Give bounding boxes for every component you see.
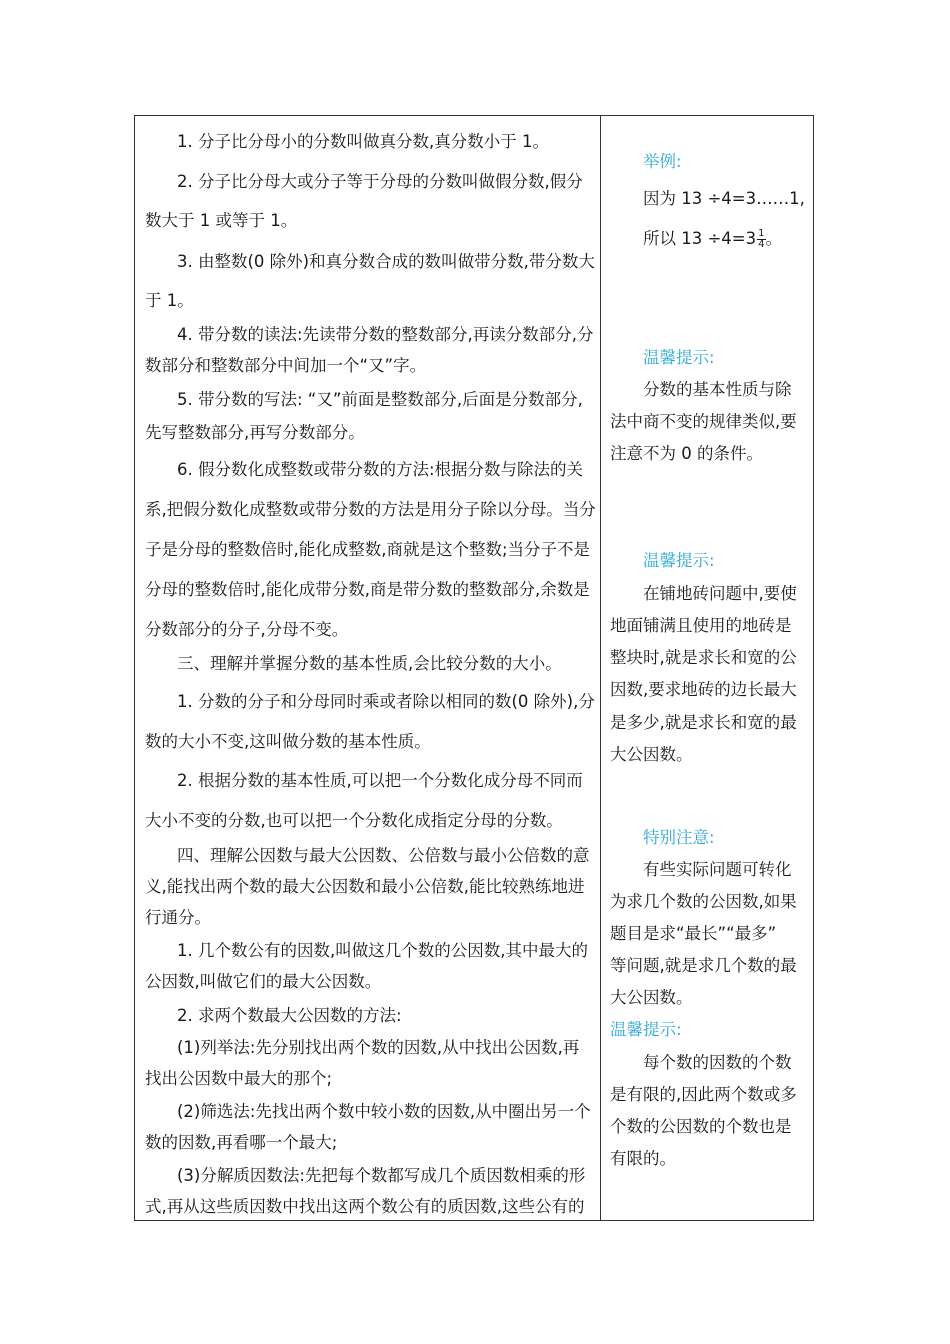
main-line: 找出公因数中最大的那个; bbox=[145, 1069, 333, 1088]
main-line: 公因数,叫做它们的最大公因数。 bbox=[145, 972, 382, 991]
main-line: 于 1。 bbox=[145, 291, 194, 310]
main-line: 3. 由整数(0 除外)和真分数合成的数叫做带分数,带分数大 bbox=[177, 252, 595, 271]
fraction bbox=[757, 229, 765, 250]
main-line: 2. 根据分数的基本性质,可以把一个分数化成分母不同而 bbox=[177, 771, 583, 790]
main-line: 系,把假分数化成整数或带分数的方法是用分子除以分母。当分 bbox=[145, 500, 596, 519]
tip-line: 整块时,就是求长和宽的公 bbox=[610, 648, 797, 667]
note-line: 有些实际问题可转化 bbox=[643, 860, 792, 879]
tip-line: 是有限的,因此两个数或多 bbox=[610, 1085, 797, 1104]
tip-line: 个数的公因数的个数也是 bbox=[610, 1117, 792, 1136]
main-line: 分数部分的分子,分母不变。 bbox=[145, 620, 349, 639]
tip-line: 分数的基本性质与除 bbox=[643, 380, 792, 399]
tip-title: 温馨提示: bbox=[643, 348, 715, 367]
tip-line: 是多少,就是求长和宽的最 bbox=[610, 713, 797, 732]
fraction-denominator: 4 bbox=[758, 239, 765, 250]
note-line: 题目是求“最长”“最多” bbox=[610, 924, 777, 943]
main-line: 6. 假分数化成整数或带分数的方法:根据分数与除法的关 bbox=[177, 460, 584, 479]
main-line: 子是分母的整数倍时,能化成整数,商就是这个整数;当分子不是 bbox=[145, 540, 591, 559]
tip-line: 注意不为 0 的条件。 bbox=[610, 444, 763, 463]
tip-line: 每个数的因数的个数 bbox=[643, 1053, 792, 1072]
tip-title: 温馨提示: bbox=[643, 551, 715, 570]
main-line: 5. 带分数的写法: “又”前面是整数部分,后面是分数部分, bbox=[177, 390, 583, 409]
column-divider bbox=[600, 115, 601, 1221]
main-line: 大小不变的分数,也可以把一个分数化成指定分母的分数。 bbox=[145, 811, 563, 830]
example-line-suffix: 。 bbox=[765, 229, 783, 248]
main-line: (2)筛选法:先找出两个数中较小数的因数,从中圈出另一个 bbox=[177, 1102, 591, 1121]
main-line: 式,再从这些质因数中找出这两个数公有的质因数,这些公有的 bbox=[145, 1197, 585, 1216]
note-line: 大公因数。 bbox=[610, 988, 693, 1007]
main-line: 分母的整数倍时,能化成带分数,商是带分数的整数部分,余数是 bbox=[145, 580, 590, 599]
tip-line: 有限的。 bbox=[610, 1149, 676, 1168]
example-line: 因为 13 ÷4=3……1, bbox=[643, 189, 805, 208]
main-line: 数的因数,再看哪一个最大; bbox=[145, 1133, 338, 1152]
fraction-numerator: 1 bbox=[758, 228, 765, 239]
main-line: 1. 分子比分母小的分数叫做真分数,真分数小于 1。 bbox=[177, 132, 549, 151]
tip-line: 在铺地砖问题中,要使 bbox=[643, 584, 797, 603]
tip-title: 温馨提示: bbox=[610, 1020, 682, 1039]
example-line bbox=[643, 229, 782, 250]
main-line: (1)列举法:先分别找出两个数的因数,从中找出公因数,再 bbox=[177, 1038, 580, 1057]
main-line: 数部分和整数部分中间加一个“又”字。 bbox=[145, 356, 427, 375]
section-heading: 四、理解公因数与最大公因数、公倍数与最小公倍数的意 bbox=[177, 846, 590, 865]
tip-line: 地面铺满且使用的地砖是 bbox=[610, 616, 792, 635]
main-line: 2. 分子比分母大或分子等于分母的分数叫做假分数,假分 bbox=[177, 172, 583, 191]
main-line: 行通分。 bbox=[145, 908, 211, 927]
note-title: 特别注意: bbox=[643, 828, 715, 847]
tip-line: 因数,要求地砖的边长最大 bbox=[610, 680, 797, 699]
tip-line: 大公因数。 bbox=[610, 745, 693, 764]
example-line-prefix: 所以 13 ÷4=3 bbox=[643, 229, 757, 248]
note-line: 等问题,就是求几个数的最 bbox=[610, 956, 797, 975]
main-line: 先写整数部分,再写分数部分。 bbox=[145, 423, 365, 442]
section-heading: 三、理解并掌握分数的基本性质,会比较分数的大小。 bbox=[177, 654, 562, 673]
main-line: 数的大小不变,这叫做分数的基本性质。 bbox=[145, 732, 431, 751]
main-line: (3)分解质因数法:先把每个数都写成几个质因数相乘的形 bbox=[177, 1166, 586, 1185]
example-title: 举例: bbox=[643, 152, 682, 171]
main-line: 1. 几个数公有的因数,叫做这几个数的公因数,其中最大的 bbox=[177, 941, 588, 960]
tip-line: 法中商不变的规律类似,要 bbox=[610, 412, 797, 431]
main-line: 数大于 1 或等于 1。 bbox=[145, 211, 298, 230]
main-line: 4. 带分数的读法:先读带分数的整数部分,再读分数部分,分 bbox=[177, 325, 594, 344]
note-line: 为求几个数的公因数,如果 bbox=[610, 892, 797, 911]
main-line: 2. 求两个数最大公因数的方法: bbox=[177, 1006, 402, 1025]
main-line: 义,能找出两个数的最大公因数和最小公倍数,能比较熟练地进 bbox=[145, 877, 585, 896]
main-line: 1. 分数的分子和分母同时乘或者除以相同的数(0 除外),分 bbox=[177, 692, 595, 711]
